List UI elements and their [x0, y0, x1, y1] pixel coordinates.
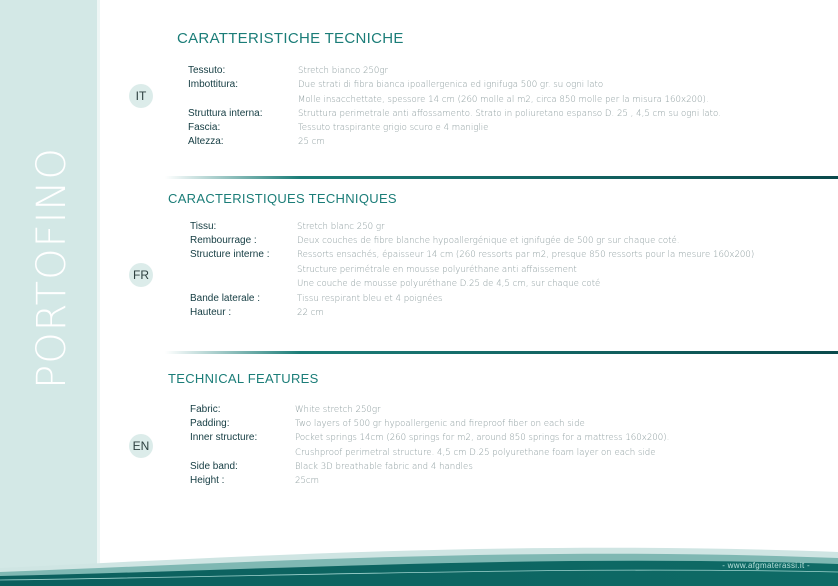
lang-badge-fr: FR: [129, 263, 153, 287]
spec-value: Stretch blanc 250 gr: [297, 222, 385, 232]
spec-label: Bande laterale :: [190, 293, 261, 304]
section-title-en: TECHNICAL FEATURES: [168, 371, 319, 386]
spec-value: Two layers of 500 gr hypoallergenic and fireproof fiber on each side: [295, 419, 585, 429]
divider-2: [165, 351, 838, 354]
spec-value: Deux couches de fibre blanche hypoallergénique et ignifugée de 500 gr sur chaque coté.: [297, 236, 680, 246]
spec-label: Height :: [190, 475, 225, 486]
spec-label: Rembourrage :: [190, 235, 257, 246]
spec-label: Side band:: [190, 461, 238, 472]
spec-value: White stretch 250gr: [295, 405, 381, 415]
spec-label: Fabric:: [190, 404, 221, 415]
spec-label: Structure interne :: [190, 249, 270, 260]
spec-label: Altezza:: [188, 136, 224, 147]
spec-label: Imbottitura:: [188, 79, 239, 90]
spec-value: Crushproof perimetral structure. 4,5 cm D.25 polyurethane foam layer on each side: [295, 447, 656, 458]
spec-value: Tissu respirant bleu et 4 poignées: [297, 294, 443, 304]
spec-value: Ressorts ensachés, épaisseur 14 cm (260 ressorts par m2, presque 850 ressorts pour la mesure 160x200): [297, 250, 755, 260]
spec-label: Tissu:: [190, 221, 217, 232]
spec-value: Stretch bianco 250gr: [298, 66, 389, 76]
footer-wave: [0, 526, 838, 586]
spec-value: Black 3D breathable fabric and 4 handles: [295, 462, 473, 472]
spec-label: Inner structure:: [190, 432, 258, 443]
sidebar-panel: [0, 0, 100, 586]
spec-value: 25 cm: [298, 137, 325, 147]
spec-label: Struttura interna:: [188, 108, 263, 119]
spec-value: 22 cm: [297, 308, 324, 318]
spec-value: 25cm: [295, 476, 320, 486]
product-name: PORTOFINO: [29, 147, 75, 389]
spec-value: Pocket springs 14cm (260 springs for m2, around 850 springs for a mattress 160x200).: [295, 433, 670, 443]
spec-value: Tessuto traspirante grigio scuro e 4 maniglie: [298, 123, 489, 133]
spec-value: Structure perimétrale en mousse polyuréthane anti affaissement: [297, 264, 577, 275]
website-url: - www.afgmaterassi.it -: [722, 561, 810, 570]
spec-value: Struttura perimetrale anti affossamento. Strato in poliuretano espanso D. 25 , 4,5 cm su ogni lato.: [298, 109, 721, 119]
divider-1: [165, 176, 838, 179]
spec-label: Hauteur :: [190, 307, 232, 318]
section-title-fr: CARACTERISTIQUES TECHNIQUES: [168, 191, 397, 206]
spec-label: Fascia:: [188, 122, 221, 133]
spec-value: Une couche de mousse polyuréthane D.25 de 4,5 cm, sur chaque coté: [297, 279, 601, 289]
lang-badge-it: IT: [129, 84, 153, 108]
lang-badge-en: EN: [129, 434, 153, 458]
spec-value: Due strati di fibra bianca ipoallergenica ed ignifuga 500 gr. su ogni lato: [298, 80, 604, 90]
spec-label: Tessuto:: [188, 65, 226, 76]
spec-value: Molle insacchettate, spessore 14 cm (260 molle al m2, circa 850 molle per la misura 160x200).: [298, 94, 709, 105]
section-title-it: CARATTERISTICHE TECNICHE: [177, 30, 404, 47]
spec-label: Padding:: [190, 418, 230, 429]
